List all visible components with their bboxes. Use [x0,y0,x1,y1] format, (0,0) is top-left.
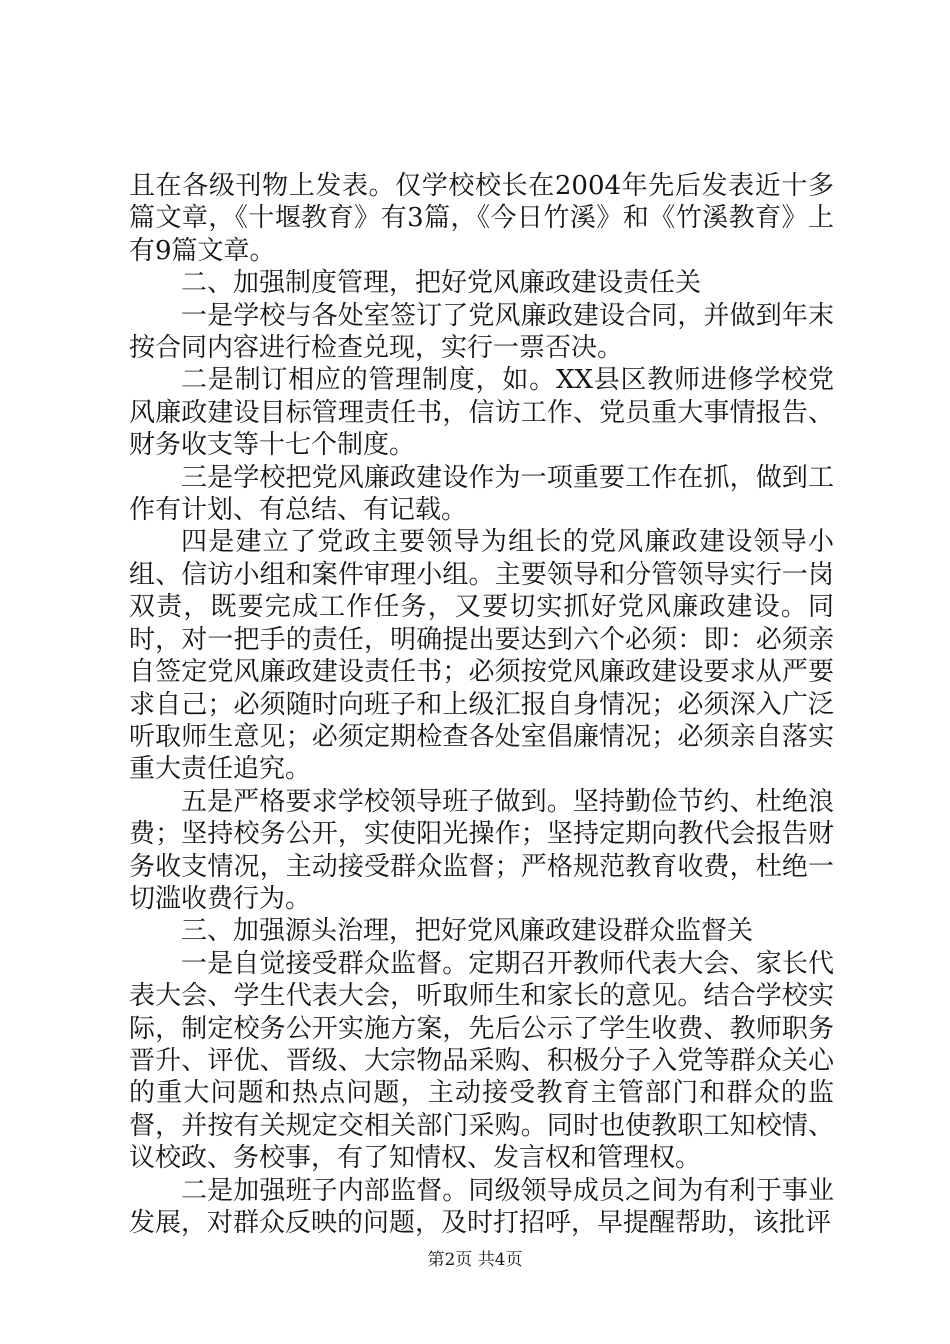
paragraph-item-6: 一是自觉接受群众监督。定期召开教师代表大会、家长代表大会、学生代表大会，听取师生和家长的意见。结合学校实际，制定校务公开实施方案，先后公示了学生收费、教师职务晋升、评优、晋级、大宗物品采购、积极分子入党等群众关心的重大问题和热点问题，主动接受教育主管部门和群众的监督，并按有关规定交相关部门采购。同时也使教职工知校情、议校政、务校事，有了知情权、发言权和管理权。 [129,948,834,1174]
paragraph-continuation: 且在各级刊物上发表。仅学校校长在2004年先后发表近十多篇文章，《十堰教育》有3篇，《今日竹溪》和《竹溪教育》上有9篇文章。 [129,171,834,266]
paragraph-item-2: 二是制订相应的管理制度，如。XX县区教师进修学校党风廉政建设目标管理责任书，信访工作、党员重大事情报告、财务收支等十七个制度。 [129,365,834,461]
paragraph-item-4: 四是建立了党政主要领导为组长的党风廉政建设领导小组、信访小组和案件审理小组。主要领导和分管领导实行一岗双责，既要完成工作任务，又要切实抓好党风廉政建设。同时，对一把手的责任，明确提出要达到六个必须：即：必须亲自签定党风廉政建设责任书；必须按党风廉政建设要求从严要求自己；必须随时向班子和上级汇报自身情况；必须深入广泛听取师生意见；必须定期检查各处室倡廉情况；必须亲自落实重大责任追究。 [129,527,834,785]
document-body [129,170,834,1239]
page-footer: 第2页 共4页 [427,1250,523,1270]
paragraph-item-7: 二是加强班子内部监督。同级领导成员之间为有利于事业发展，对群众反映的问题，及时打招呼，早提醒帮助，该批评 [129,1175,834,1238]
section-heading-3: 三、加强源头治理，把好党风廉政建设群众监督关 [181,916,754,947]
paragraph-item-1: 一是学校与各处室签订了党风廉政建设合同，并做到年末按合同内容进行检查兑现，实行一票否决。 [129,300,834,364]
paragraph-item-5: 五是严格要求学校领导班子做到。坚持勤俭节约、杜绝浪费；坚持校务公开，实使阳光操作；坚持定期向教代会报告财务收支情况，主动接受群众监督；严格规范教育收费，杜绝一切滥收费行为。 [129,786,834,914]
section-heading-2: 二、加强制度管理，把好党风廉政建设责任关 [181,268,702,299]
paragraph-item-3: 三是学校把党风廉政建设作为一项重要工作在抓，做到工作有计划、有总结、有记载。 [129,462,834,526]
